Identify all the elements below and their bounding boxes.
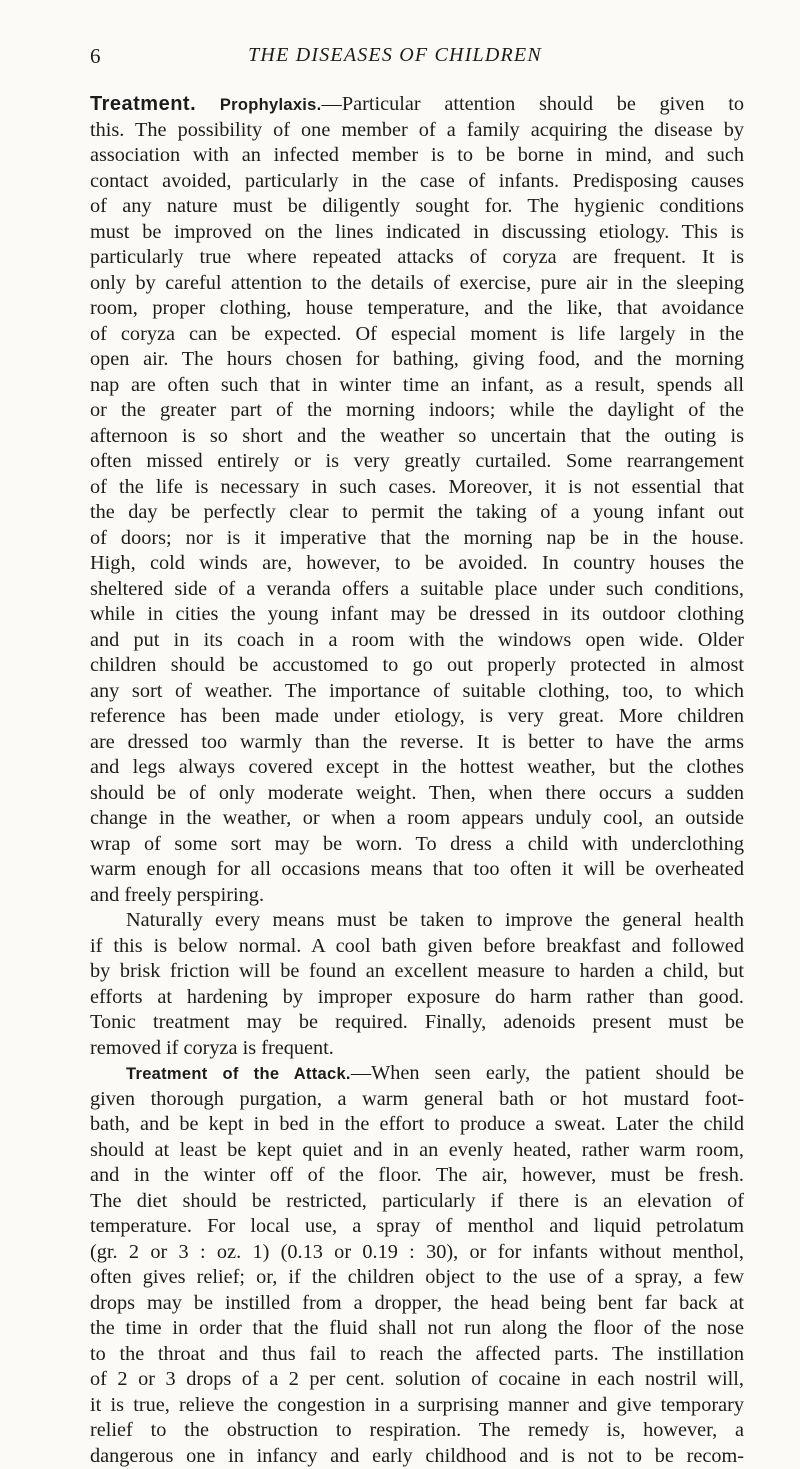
line-text: —When seen early, the patient should be xyxy=(351,1062,744,1084)
text-line: of coryza can be expected. Of especial moment is life largely in the xyxy=(90,322,744,348)
text-line: efforts at hardening by improper exposure do harm rather than good. xyxy=(90,985,744,1011)
text-line: of 2 or 3 drops of a 2 per cent. solution of cocaine in each nostril will, xyxy=(90,1367,744,1393)
text-line: only by careful attention to the details of exercise, pure air in the sleeping xyxy=(90,271,744,297)
text-line: of the life is necessary in such cases. Moreover, it is not essential that xyxy=(90,475,744,501)
text-line: afternoon is so short and the weather so uncertain that the outing is xyxy=(90,424,744,450)
text-line: Tonic treatment may be required. Finally, adenoids present must be xyxy=(90,1010,744,1036)
text-line: High, cold winds are, however, to be avoided. In country houses the xyxy=(90,551,744,577)
text-line: often missed entirely or is very greatly curtailed. Some rearrangement xyxy=(90,449,744,475)
text-line: the day be perfectly clear to permit the taking of a young infant out xyxy=(90,500,744,526)
section-heading: Treatment. xyxy=(90,93,196,115)
text-line: this. The possibility of one member of a family acquiring the disease by xyxy=(90,118,744,144)
text-line: should at least be kept quiet and in an evenly heated, rather warm room, xyxy=(90,1138,744,1164)
text-line: the time in order that the fluid shall not run along the floor of the nose xyxy=(90,1316,744,1342)
text-line: Naturally every means must be taken to improve the general health xyxy=(90,908,744,934)
body-text xyxy=(90,92,744,1469)
text-line: to the throat and thus fail to reach the affected parts. The instillation xyxy=(90,1342,744,1368)
text-line: should be of only moderate weight. Then, when there occurs a sudden xyxy=(90,781,744,807)
text-line: and put in its coach in a room with the windows open wide. Older xyxy=(90,628,744,654)
text-line: dangerous one in infancy and early childhood and is not to be recom- xyxy=(90,1444,744,1469)
text-line: change in the weather, or when a room appears unduly cool, an outside xyxy=(90,806,744,832)
text-line: and freely perspiring. xyxy=(90,883,744,909)
text-line: it is true, relieve the congestion in a surprising manner and give temporary xyxy=(90,1393,744,1419)
text-line: room, proper clothing, house temperature, and the like, that avoidance xyxy=(90,296,744,322)
text-line: of any nature must be diligently sought for. The hygienic conditions xyxy=(90,194,744,220)
text-line: are dressed too warmly than the reverse. It is better to have the arms xyxy=(90,730,744,756)
text-line: and in the winter off of the floor. The air, however, must be fresh. xyxy=(90,1163,744,1189)
text-line: association with an infected member is to be borne in mind, and such xyxy=(90,143,744,169)
text-line: given thorough purgation, a warm general bath or hot mustard foot- xyxy=(90,1087,744,1113)
text-line xyxy=(90,92,744,118)
subheading-prophylaxis: Prophylaxis. xyxy=(220,96,322,114)
text-line: wrap of some sort may be worn. To dress a child with underclothing xyxy=(90,832,744,858)
text-line: any sort of weather. The importance of suitable clothing, too, to which xyxy=(90,679,744,705)
text-line: (gr. 2 or 3 : oz. 1) (0.13 or 0.19 : 30), or for infants without menthol, xyxy=(90,1240,744,1266)
text-line: if this is below normal. A cool bath given before breakfast and followed xyxy=(90,934,744,960)
text-line: relief to the obstruction to respiration. The remedy is, however, a xyxy=(90,1418,744,1444)
text-line: and legs always covered except in the hottest weather, but the clothes xyxy=(90,755,744,781)
text-line: often gives relief; or, if the children object to the use of a spray, a few xyxy=(90,1265,744,1291)
running-title: THE DISEASES OF CHILDREN xyxy=(74,44,716,67)
text-line: temperature. For local use, a spray of menthol and liquid petrolatum xyxy=(90,1214,744,1240)
text-line: sheltered side of a veranda offers a suitable place under such conditions, xyxy=(90,577,744,603)
text-line: The diet should be restricted, particularly if there is an elevation of xyxy=(90,1189,744,1215)
line-text: —Particular attention should be given to xyxy=(322,93,744,115)
text-line xyxy=(90,1061,744,1087)
running-head xyxy=(74,44,716,74)
text-line: or the greater part of the morning indoors; while the daylight of the xyxy=(90,398,744,424)
text-line: of doors; nor is it imperative that the morning nap be in the house. xyxy=(90,526,744,552)
subheading-attack: Treatment of the Attack. xyxy=(126,1065,351,1083)
text-line: removed if coryza is frequent. xyxy=(90,1036,744,1062)
text-line: particularly true where repeated attacks of coryza are frequent. It is xyxy=(90,245,744,271)
text-line: drops may be instilled from a dropper, the head being bent far back at xyxy=(90,1291,744,1317)
text-line: contact avoided, particularly in the case of infants. Predisposing causes xyxy=(90,169,744,195)
text-line: must be improved on the lines indicated in discussing etiology. This is xyxy=(90,220,744,246)
text-line: warm enough for all occasions means that too often it will be overheated xyxy=(90,857,744,883)
text-line: bath, and be kept in bed in the effort to produce a sweat. Later the child xyxy=(90,1112,744,1138)
text-line: nap are often such that in winter time an infant, as a result, spends all xyxy=(90,373,744,399)
text-line: open air. The hours chosen for bathing, giving food, and the morning xyxy=(90,347,744,373)
text-line: while in cities the young infant may be dressed in its outdoor clothing xyxy=(90,602,744,628)
text-line: children should be accustomed to go out properly protected in almost xyxy=(90,653,744,679)
text-line: reference has been made under etiology, is very great. More children xyxy=(90,704,744,730)
page-number: 6 xyxy=(90,44,101,69)
text-line: by brisk friction will be found an excellent measure to harden a child, but xyxy=(90,959,744,985)
